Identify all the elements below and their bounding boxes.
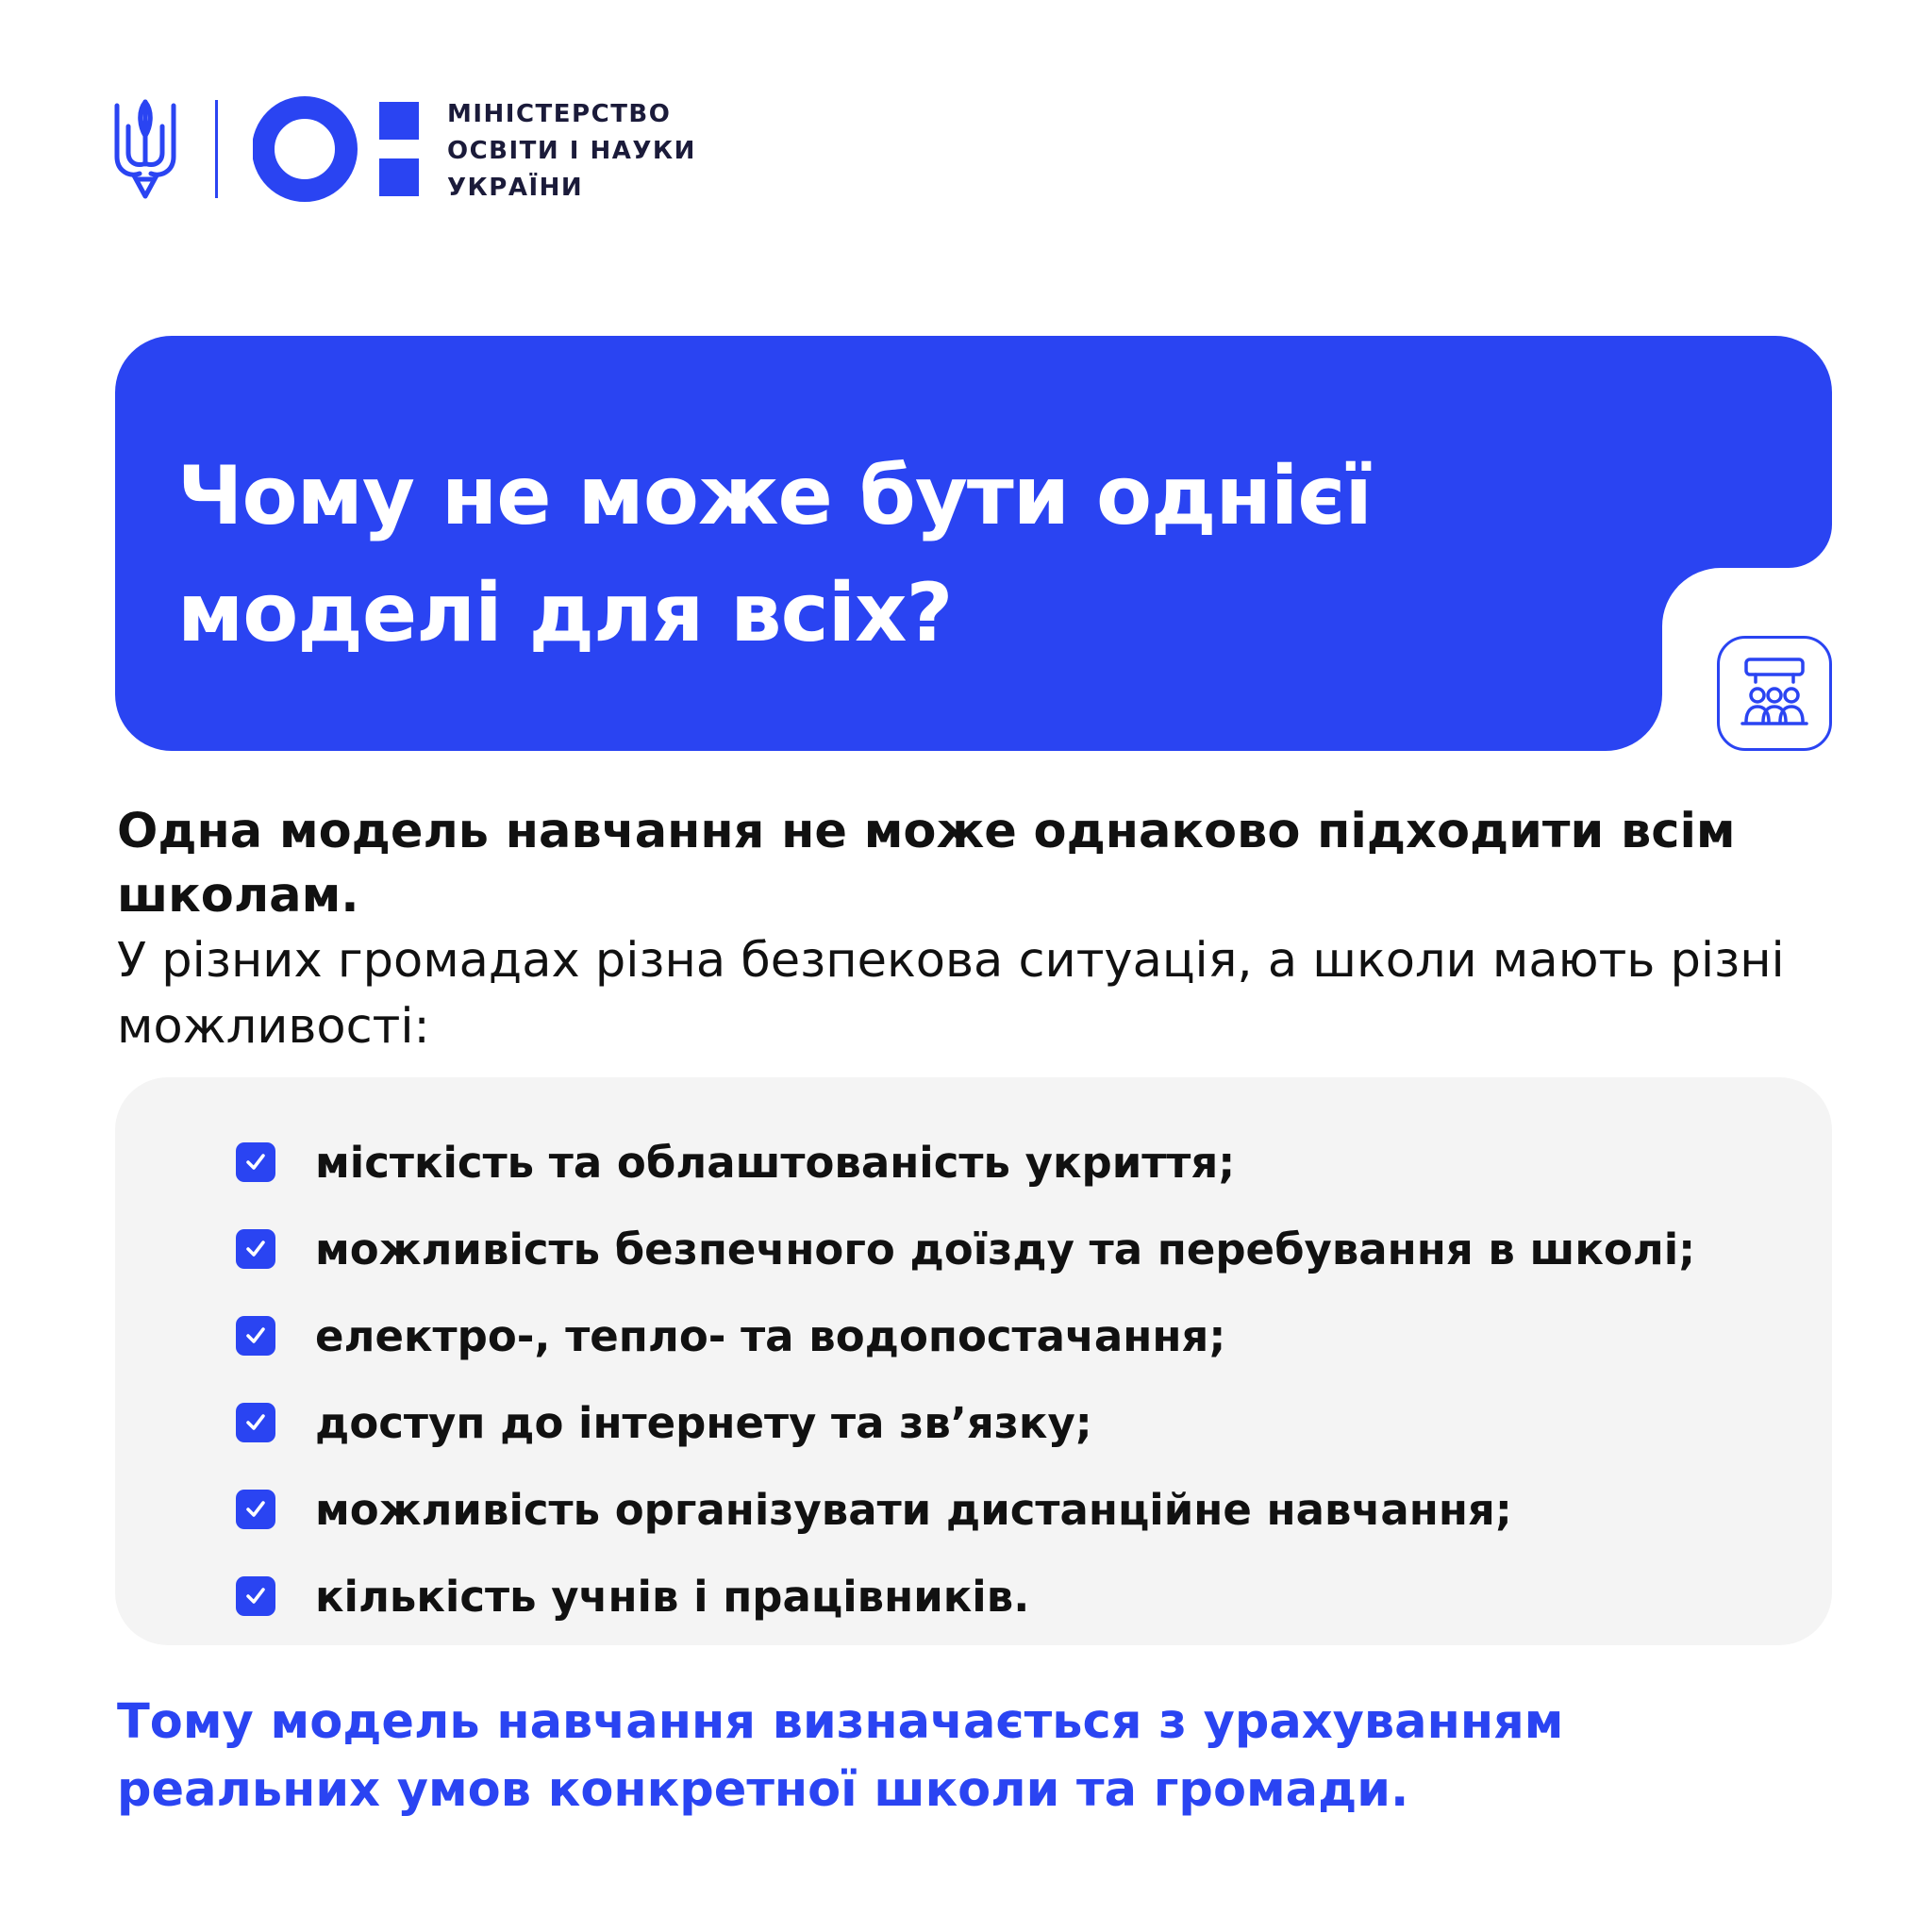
checklist-panel (115, 1077, 1832, 1645)
checkbox-checked-icon (236, 1403, 275, 1442)
list-item (236, 1392, 1092, 1453)
ministry-line-1: МІНІСТЕРСТВО (447, 100, 672, 128)
people-group-badge (1717, 636, 1832, 751)
trident-emblem-icon (111, 98, 179, 200)
list-item-text: кількість учнів і працівників. (315, 1571, 1030, 1622)
list-item-text: електро-, тепло- та водопостачання; (315, 1310, 1226, 1361)
intro-regular: У різних громадах різна безпекова ситуація, а школи мають різні можливості: (117, 933, 1785, 1055)
checkbox-checked-icon (236, 1316, 275, 1356)
list-item (236, 1566, 1029, 1626)
checkbox-checked-icon (236, 1142, 275, 1182)
list-item-text: можливість організувати дистанційне навчання; (315, 1484, 1512, 1535)
checkbox-checked-icon (236, 1576, 275, 1616)
list-item (236, 1306, 1225, 1366)
ministry-name (447, 96, 696, 207)
list-item-text: місткість та облаштованість укриття; (315, 1137, 1236, 1188)
checkbox-checked-icon (236, 1229, 275, 1269)
list-item-text: доступ до інтернету та зв’язку; (315, 1397, 1092, 1448)
ministry-line-2: ОСВІТИ І НАУКИ (447, 137, 696, 165)
list-item-text: можливість безпечного доїзду та перебування в школі; (315, 1224, 1696, 1274)
list-item (236, 1132, 1235, 1192)
checkbox-checked-icon (236, 1490, 275, 1529)
conclusion-text: Тому модель навчання визначається з урахуванням реальних умов конкретної школи та громади. (117, 1694, 1564, 1818)
header (111, 94, 772, 203)
intro-text (117, 800, 1834, 1060)
people-group-icon (1733, 652, 1816, 735)
list-item (236, 1219, 1695, 1279)
intro-bold: Одна модель навчання не може однаково підходити всім школам. (117, 804, 1736, 924)
header-divider (215, 100, 218, 198)
ministry-line-3: УКРАЇНИ (447, 174, 584, 202)
hero-card (115, 336, 1832, 751)
list-item (236, 1479, 1512, 1540)
page-title: Чому не може бути однієї моделі для всіх? (177, 449, 1372, 660)
